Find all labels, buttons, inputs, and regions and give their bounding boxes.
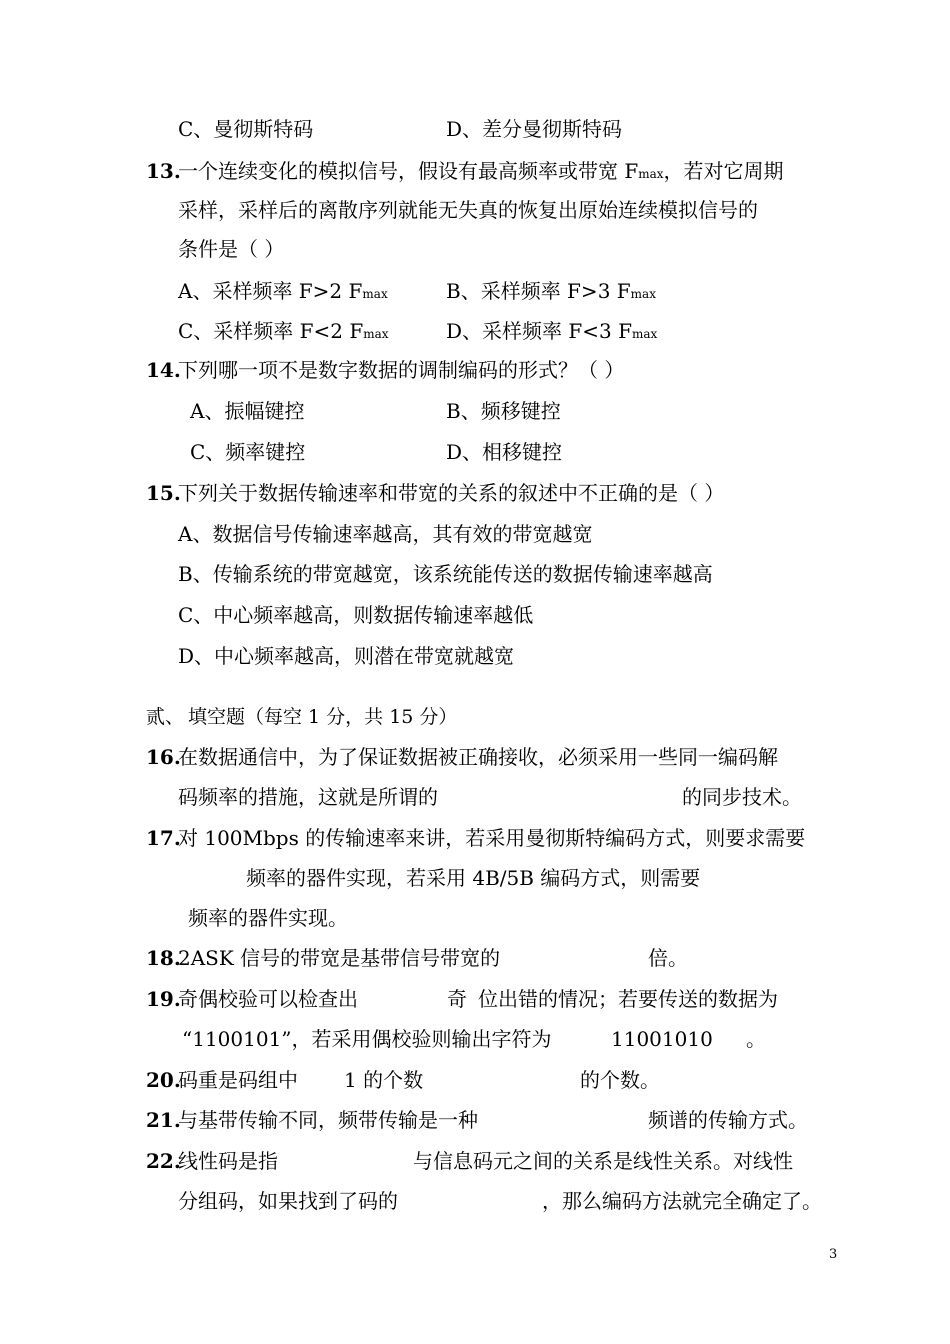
filled-answer: 1 的个数 [344, 1068, 424, 1092]
question-number: 14. [146, 358, 181, 382]
question-text: 在数据通信中，为了保证数据被正确接收，必须采用一些同一编码解 [178, 745, 778, 769]
question-number: 17. [146, 826, 181, 850]
option-b: B、传输系统的带宽越宽，该系统能传送的数据传输速率越高 [178, 562, 713, 586]
question-text: 条件是（ ） [178, 237, 285, 261]
option-b: B、频移键控 [446, 399, 561, 423]
question-text: 码重是码组中 [178, 1068, 298, 1092]
question-text: 一个连续变化的模拟信号，假设有最高频率或带宽 Fmax，若对它周期 [178, 159, 784, 183]
page-number: 3 [829, 1247, 838, 1262]
question-text: 倍。 [648, 946, 688, 970]
question-text: 奇偶校验可以检查出 [178, 987, 358, 1011]
option-c: C、频率键控 [190, 440, 306, 464]
option-c: C、曼彻斯特码 [178, 117, 314, 141]
option-d: D、中心频率越高，则潜在带宽就越宽 [178, 644, 515, 668]
section-marker: 贰、 [146, 706, 185, 728]
option-b: B、采样频率 F>3 Fmax [446, 279, 656, 303]
option-d: D、相移键控 [446, 440, 563, 464]
question-text: 2ASK 信号的带宽是基带信号带宽的 [178, 946, 501, 970]
question-text: 频率的器件实现，若采用 4B/5B 编码方式，则需要 [246, 866, 701, 890]
question-text: 位出错的情况；若要传送的数据为 [478, 987, 778, 1011]
question-text: ，那么编码方法就完全确定了。 [542, 1189, 822, 1213]
question-text: “1100101”，若采用偶校验则输出字符为 [182, 1027, 552, 1051]
option-a: A、振幅键控 [190, 399, 305, 423]
section-title: 填空题（每空 1 分，共 15 分） [188, 706, 458, 728]
option-c: C、采样频率 F<2 Fmax [178, 319, 389, 343]
option-c: C、中心频率越高，则数据传输速率越低 [178, 603, 534, 627]
question-text: 线性码是指 [178, 1149, 278, 1173]
question-number: 19. [146, 987, 181, 1011]
question-number: 18. [146, 946, 181, 970]
question-text: 码频率的措施，这就是所谓的 [178, 785, 438, 809]
question-number: 13. [146, 159, 181, 183]
question-text: 的同步技术。 [682, 785, 802, 809]
question-text: 与基带传输不同，频带传输是一种 [178, 1108, 478, 1132]
option-a: A、采样频率 F>2 Fmax [178, 279, 388, 303]
question-number: 21. [146, 1108, 181, 1132]
option-a: A、数据信号传输速率越高，其有效的带宽越宽 [178, 522, 593, 546]
option-d: D、差分曼彻斯特码 [446, 117, 623, 141]
question-number: 16. [146, 745, 181, 769]
question-number: 20. [146, 1068, 181, 1092]
question-text: 频谱的传输方式。 [648, 1108, 808, 1132]
question-number: 22. [146, 1149, 181, 1173]
question-text: 采样，采样后的离散序列就能无失真的恢复出原始连续模拟信号的 [178, 198, 758, 222]
question-text: 分组码，如果找到了码的 [178, 1189, 398, 1213]
filled-answer: 11001010 [611, 1027, 713, 1051]
question-text: 的个数。 [580, 1068, 660, 1092]
option-d: D、采样频率 F<3 Fmax [446, 319, 658, 343]
question-text: 下列关于数据传输速率和带宽的关系的叙述中不正确的是（ ） [178, 481, 725, 505]
question-text: 。 [746, 1027, 766, 1051]
question-text: 对 100Mbps 的传输速率来讲，若采用曼彻斯特编码方式，则要求需要 [178, 826, 806, 850]
question-text: 与信息码元之间的关系是线性关系。对线性 [413, 1149, 793, 1173]
question-text: 下列哪一项不是数字数据的调制编码的形式？（ ） [178, 358, 625, 382]
filled-answer: 奇 [447, 987, 467, 1011]
question-number: 15. [146, 481, 181, 505]
question-text: 频率的器件实现。 [188, 906, 348, 930]
